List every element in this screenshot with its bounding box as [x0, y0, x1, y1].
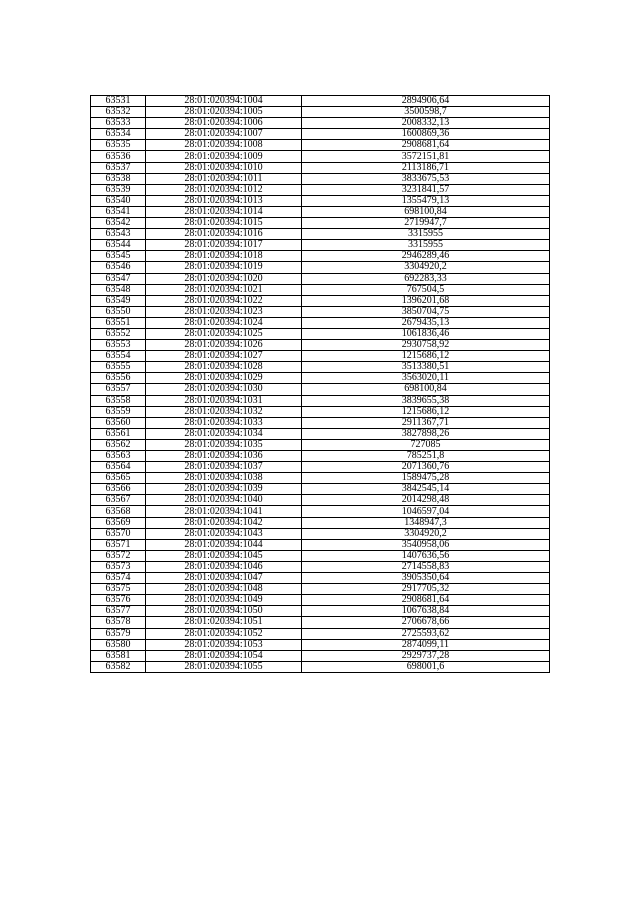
- table-row: [91, 295, 550, 306]
- row-number-cell: 63563: [91, 451, 146, 462]
- row-number-cell: 63545: [91, 251, 146, 262]
- value-cell: 3315955: [302, 229, 550, 240]
- row-number-cell: 63542: [91, 218, 146, 229]
- table-row: [91, 606, 550, 617]
- value-cell: 692283,33: [302, 273, 550, 284]
- row-number-cell: 63559: [91, 406, 146, 417]
- cadastral-number-cell: 28:01:020394:1027: [146, 351, 302, 362]
- cadastral-number-cell: 28:01:020394:1034: [146, 428, 302, 439]
- table-row: [91, 373, 550, 384]
- cadastral-number-cell: 28:01:020394:1025: [146, 328, 302, 339]
- cadastral-number-cell: 28:01:020394:1007: [146, 129, 302, 140]
- row-number-cell: 63546: [91, 262, 146, 273]
- row-number-cell: 63564: [91, 462, 146, 473]
- cadastral-number-cell: 28:01:020394:1040: [146, 495, 302, 506]
- cadastral-number-cell: 28:01:020394:1016: [146, 229, 302, 240]
- table-row: [91, 206, 550, 217]
- cadastral-number-cell: 28:01:020394:1024: [146, 317, 302, 328]
- value-cell: 2874099,11: [302, 639, 550, 650]
- cadastral-number-cell: 28:01:020394:1026: [146, 340, 302, 351]
- row-number-cell: 63547: [91, 273, 146, 284]
- cadastral-number-cell: 28:01:020394:1043: [146, 528, 302, 539]
- value-cell: 3304920,2: [302, 262, 550, 273]
- row-number-cell: 63540: [91, 195, 146, 206]
- cadastral-number-cell: 28:01:020394:1053: [146, 639, 302, 650]
- table-row: [91, 173, 550, 184]
- row-number-cell: 63569: [91, 517, 146, 528]
- table-row: [91, 628, 550, 639]
- table-row: [91, 251, 550, 262]
- value-cell: 3827898,26: [302, 428, 550, 439]
- table-row: [91, 495, 550, 506]
- table-row: [91, 351, 550, 362]
- table-row: [91, 506, 550, 517]
- table-row: [91, 328, 550, 339]
- table-row: [91, 96, 550, 107]
- cadastral-number-cell: 28:01:020394:1017: [146, 240, 302, 251]
- row-number-cell: 63560: [91, 417, 146, 428]
- row-number-cell: 63574: [91, 573, 146, 584]
- cadastral-number-cell: 28:01:020394:1014: [146, 206, 302, 217]
- table-body: [91, 96, 550, 673]
- value-cell: 3500598,7: [302, 107, 550, 118]
- value-cell: 1355479,13: [302, 195, 550, 206]
- value-cell: 698100,84: [302, 384, 550, 395]
- cadastral-number-cell: 28:01:020394:1052: [146, 628, 302, 639]
- row-number-cell: 63541: [91, 206, 146, 217]
- cadastral-number-cell: 28:01:020394:1008: [146, 140, 302, 151]
- value-cell: 1061836,46: [302, 328, 550, 339]
- row-number-cell: 63555: [91, 362, 146, 373]
- table-row: [91, 151, 550, 162]
- value-cell: 3540958,06: [302, 539, 550, 550]
- table-row: [91, 650, 550, 661]
- cadastral-number-cell: 28:01:020394:1004: [146, 96, 302, 107]
- table-row: [91, 362, 550, 373]
- cadastral-number-cell: 28:01:020394:1054: [146, 650, 302, 661]
- table-row: [91, 639, 550, 650]
- row-number-cell: 63577: [91, 606, 146, 617]
- row-number-cell: 63561: [91, 428, 146, 439]
- row-number-cell: 63543: [91, 229, 146, 240]
- table-row: [91, 384, 550, 395]
- table-row: [91, 218, 550, 229]
- table-row: [91, 473, 550, 484]
- cadastral-number-cell: 28:01:020394:1013: [146, 195, 302, 206]
- cadastral-number-cell: 28:01:020394:1051: [146, 617, 302, 628]
- table-row: [91, 439, 550, 450]
- cadastral-number-cell: 28:01:020394:1049: [146, 595, 302, 606]
- table-row: [91, 162, 550, 173]
- cadastral-number-cell: 28:01:020394:1048: [146, 584, 302, 595]
- value-cell: 3572151,81: [302, 151, 550, 162]
- row-number-cell: 63576: [91, 595, 146, 606]
- cadastral-number-cell: 28:01:020394:1010: [146, 162, 302, 173]
- value-cell: 2008332,13: [302, 118, 550, 129]
- cadastral-number-cell: 28:01:020394:1005: [146, 107, 302, 118]
- cadastral-number-cell: 28:01:020394:1047: [146, 573, 302, 584]
- table-row: [91, 462, 550, 473]
- value-cell: 3905350,64: [302, 573, 550, 584]
- table-row: [91, 584, 550, 595]
- cadastral-number-cell: 28:01:020394:1031: [146, 395, 302, 406]
- table-row: [91, 395, 550, 406]
- cadastral-number-cell: 28:01:020394:1006: [146, 118, 302, 129]
- table-row: [91, 550, 550, 561]
- cadastral-number-cell: 28:01:020394:1046: [146, 561, 302, 572]
- table-row: [91, 118, 550, 129]
- row-number-cell: 63582: [91, 661, 146, 672]
- row-number-cell: 63532: [91, 107, 146, 118]
- cadastral-number-cell: 28:01:020394:1045: [146, 550, 302, 561]
- row-number-cell: 63538: [91, 173, 146, 184]
- row-number-cell: 63568: [91, 506, 146, 517]
- row-number-cell: 63571: [91, 539, 146, 550]
- cadastral-number-cell: 28:01:020394:1011: [146, 173, 302, 184]
- value-cell: 2894906,64: [302, 96, 550, 107]
- row-number-cell: 63539: [91, 184, 146, 195]
- row-number-cell: 63578: [91, 617, 146, 628]
- cadastral-number-cell: 28:01:020394:1035: [146, 439, 302, 450]
- cadastral-number-cell: 28:01:020394:1028: [146, 362, 302, 373]
- value-cell: 3563020,11: [302, 373, 550, 384]
- row-number-cell: 63533: [91, 118, 146, 129]
- value-cell: 3231841,57: [302, 184, 550, 195]
- cadastral-number-cell: 28:01:020394:1050: [146, 606, 302, 617]
- table-row: [91, 484, 550, 495]
- row-number-cell: 63567: [91, 495, 146, 506]
- value-cell: 2908681,64: [302, 595, 550, 606]
- cadastral-number-cell: 28:01:020394:1042: [146, 517, 302, 528]
- value-cell: 2725593,62: [302, 628, 550, 639]
- row-number-cell: 63554: [91, 351, 146, 362]
- value-cell: 3842545,14: [302, 484, 550, 495]
- value-cell: 2706678,66: [302, 617, 550, 628]
- value-cell: 2911367,71: [302, 417, 550, 428]
- table-row: [91, 229, 550, 240]
- row-number-cell: 63551: [91, 317, 146, 328]
- row-number-cell: 63553: [91, 340, 146, 351]
- row-number-cell: 63536: [91, 151, 146, 162]
- value-cell: 2113186,71: [302, 162, 550, 173]
- row-number-cell: 63558: [91, 395, 146, 406]
- row-number-cell: 63534: [91, 129, 146, 140]
- cadastral-number-cell: 28:01:020394:1032: [146, 406, 302, 417]
- value-cell: 2719947,7: [302, 218, 550, 229]
- table-row: [91, 107, 550, 118]
- table-row: [91, 129, 550, 140]
- row-number-cell: 63550: [91, 306, 146, 317]
- row-number-cell: 63572: [91, 550, 146, 561]
- table-row: [91, 284, 550, 295]
- row-number-cell: 63552: [91, 328, 146, 339]
- table-row: [91, 140, 550, 151]
- cadastral-number-cell: 28:01:020394:1030: [146, 384, 302, 395]
- table-row: [91, 595, 550, 606]
- table-row: [91, 340, 550, 351]
- cadastral-value-table: [90, 95, 550, 673]
- row-number-cell: 63544: [91, 240, 146, 251]
- table-row: [91, 428, 550, 439]
- row-number-cell: 63531: [91, 96, 146, 107]
- cadastral-number-cell: 28:01:020394:1015: [146, 218, 302, 229]
- value-cell: 1067638,84: [302, 606, 550, 617]
- table-row: [91, 406, 550, 417]
- row-number-cell: 63556: [91, 373, 146, 384]
- value-cell: 2714558,83: [302, 561, 550, 572]
- cadastral-number-cell: 28:01:020394:1044: [146, 539, 302, 550]
- cadastral-number-cell: 28:01:020394:1036: [146, 451, 302, 462]
- table-row: [91, 184, 550, 195]
- row-number-cell: 63535: [91, 140, 146, 151]
- value-cell: 727085: [302, 439, 550, 450]
- cadastral-number-cell: 28:01:020394:1041: [146, 506, 302, 517]
- row-number-cell: 63579: [91, 628, 146, 639]
- value-cell: 2014298,48: [302, 495, 550, 506]
- value-cell: 1046597,04: [302, 506, 550, 517]
- cadastral-number-cell: 28:01:020394:1021: [146, 284, 302, 295]
- value-cell: 3304920,2: [302, 528, 550, 539]
- table-row: [91, 306, 550, 317]
- value-cell: 3315955: [302, 240, 550, 251]
- value-cell: 698001,6: [302, 661, 550, 672]
- value-cell: 2930758,92: [302, 340, 550, 351]
- value-cell: 2679435,13: [302, 317, 550, 328]
- value-cell: 2071360,76: [302, 462, 550, 473]
- table-row: [91, 661, 550, 672]
- table-row: [91, 417, 550, 428]
- table-row: [91, 561, 550, 572]
- table-row: [91, 517, 550, 528]
- value-cell: 785251,8: [302, 451, 550, 462]
- table-row: [91, 317, 550, 328]
- table-row: [91, 262, 550, 273]
- value-cell: 698100,84: [302, 206, 550, 217]
- row-number-cell: 63570: [91, 528, 146, 539]
- table-row: [91, 617, 550, 628]
- value-cell: 1407636,56: [302, 550, 550, 561]
- cadastral-number-cell: 28:01:020394:1038: [146, 473, 302, 484]
- value-cell: 3850704,75: [302, 306, 550, 317]
- table-row: [91, 451, 550, 462]
- row-number-cell: 63549: [91, 295, 146, 306]
- value-cell: 3513380,51: [302, 362, 550, 373]
- cadastral-number-cell: 28:01:020394:1022: [146, 295, 302, 306]
- cadastral-number-cell: 28:01:020394:1019: [146, 262, 302, 273]
- value-cell: 2946289,46: [302, 251, 550, 262]
- row-number-cell: 63562: [91, 439, 146, 450]
- cadastral-number-cell: 28:01:020394:1009: [146, 151, 302, 162]
- row-number-cell: 63581: [91, 650, 146, 661]
- row-number-cell: 63537: [91, 162, 146, 173]
- table-row: [91, 240, 550, 251]
- cadastral-number-cell: 28:01:020394:1029: [146, 373, 302, 384]
- value-cell: 1396201,68: [302, 295, 550, 306]
- value-cell: 2908681,64: [302, 140, 550, 151]
- row-number-cell: 63548: [91, 284, 146, 295]
- table-row: [91, 273, 550, 284]
- value-cell: 1215686,12: [302, 406, 550, 417]
- cadastral-number-cell: 28:01:020394:1018: [146, 251, 302, 262]
- value-cell: 2929737,28: [302, 650, 550, 661]
- cadastral-number-cell: 28:01:020394:1055: [146, 661, 302, 672]
- row-number-cell: 63566: [91, 484, 146, 495]
- cadastral-number-cell: 28:01:020394:1012: [146, 184, 302, 195]
- cadastral-number-cell: 28:01:020394:1037: [146, 462, 302, 473]
- value-cell: 2917705,32: [302, 584, 550, 595]
- cadastral-number-cell: 28:01:020394:1039: [146, 484, 302, 495]
- cadastral-number-cell: 28:01:020394:1020: [146, 273, 302, 284]
- value-cell: 1589475,28: [302, 473, 550, 484]
- value-cell: 3839655,38: [302, 395, 550, 406]
- row-number-cell: 63565: [91, 473, 146, 484]
- cadastral-number-cell: 28:01:020394:1033: [146, 417, 302, 428]
- table-row: [91, 528, 550, 539]
- value-cell: 1348947,3: [302, 517, 550, 528]
- row-number-cell: 63580: [91, 639, 146, 650]
- row-number-cell: 63557: [91, 384, 146, 395]
- table-row: [91, 195, 550, 206]
- table-row: [91, 539, 550, 550]
- row-number-cell: 63573: [91, 561, 146, 572]
- value-cell: 767504,5: [302, 284, 550, 295]
- cadastral-number-cell: 28:01:020394:1023: [146, 306, 302, 317]
- row-number-cell: 63575: [91, 584, 146, 595]
- value-cell: 3833675,53: [302, 173, 550, 184]
- value-cell: 1600869,36: [302, 129, 550, 140]
- table-row: [91, 573, 550, 584]
- value-cell: 1215686,12: [302, 351, 550, 362]
